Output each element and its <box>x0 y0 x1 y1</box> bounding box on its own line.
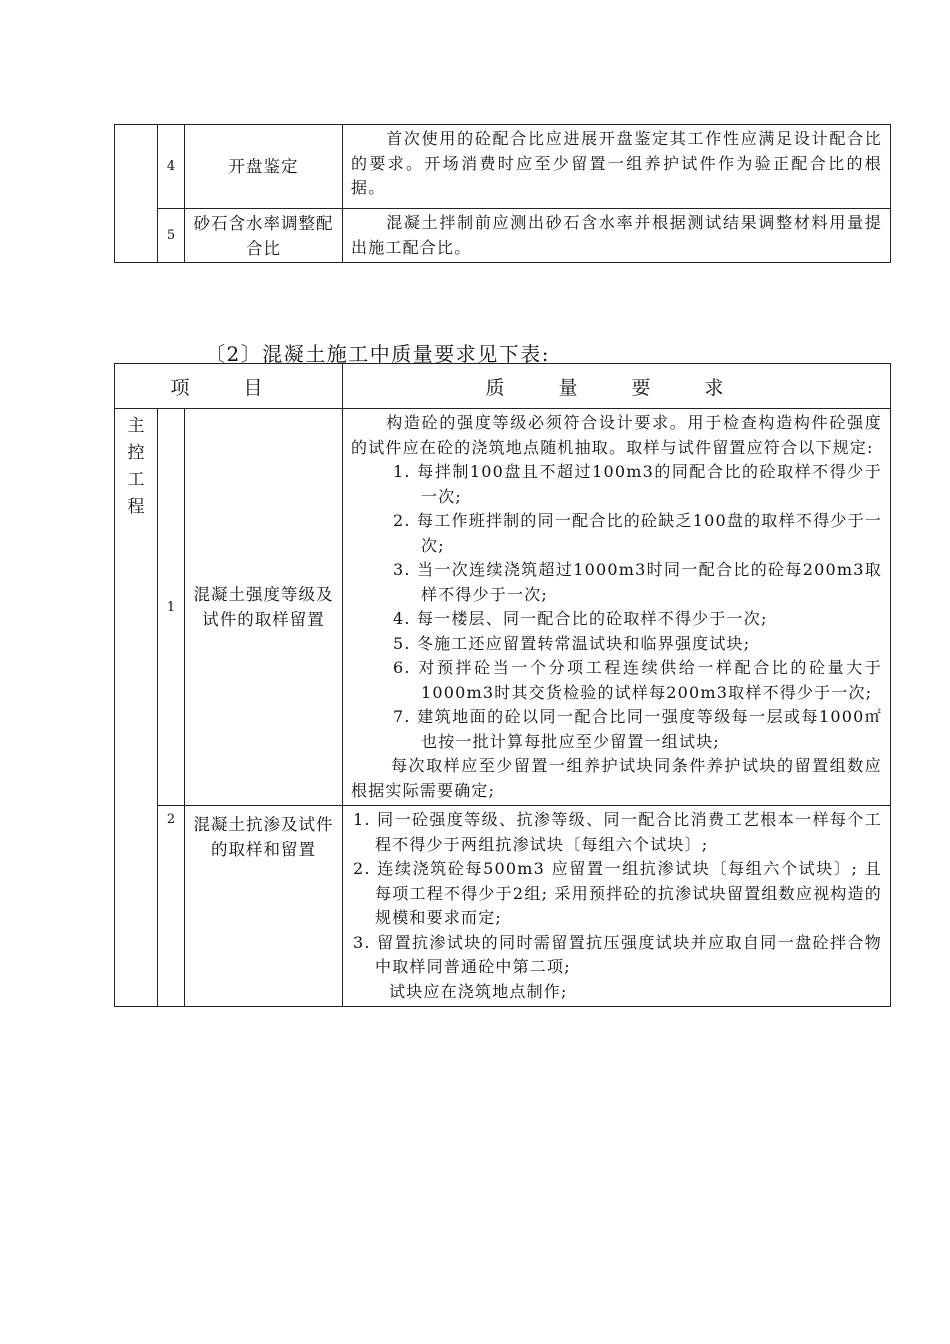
item-name: 开盘鉴定 <box>185 125 343 209</box>
list-item: 4. 每一楼层、同一配合比的砼取样不得少于一次; <box>393 609 768 628</box>
item-requirement <box>343 409 891 806</box>
item-requirement: 首次使用的砼配合比应进展开盘鉴定其工作性应满足设计配合比的要求。开场消费时应至少留置一组养护试件作为验正配合比的根据。 <box>343 125 891 209</box>
table-row <box>115 125 891 209</box>
row-number: 4 <box>158 125 185 209</box>
header-quality: 质 量 要 求 <box>343 364 891 409</box>
item-name: 混凝土抗渗及试件的取样和留置 <box>185 806 343 1007</box>
list-item: 6. 对预拌砼当一个分项工程连续供给一样配合比的砼量大于1000m3时其交货检验的试样每200m3取样不得少于一次; <box>393 658 882 702</box>
list-item: 1. 每拌制100盘且不超过100m3的同配合比的砼取样不得少于一次; <box>393 462 882 506</box>
row-number: 1 <box>158 409 185 806</box>
table-row <box>115 209 891 263</box>
item-name: 砂石含水率调整配合比 <box>185 209 343 263</box>
list-item: 5. 冬施工还应留置转常温试块和临界强度试块; <box>393 633 751 653</box>
category-cell-empty <box>115 125 158 263</box>
item-requirement: 混凝土拌制前应测出砂石含水率并根据测试结果调整材料用量提出施工配合比。 <box>343 209 891 263</box>
requirement-outro: 试块应在浇筑地点制作; <box>389 981 568 1001</box>
category-char: 控 <box>127 443 145 463</box>
requirement-outro: 每次取样应至少留置一组养护试块同条件养护试块的留置组数应根据实际需要确定; <box>351 756 882 800</box>
list-item: 3. 当一次连续浇筑超过1000m3时同一配合比的砼每200m3取样不得少于一次; <box>393 560 882 604</box>
table-continued <box>114 124 891 263</box>
category-char: 主 <box>127 416 145 436</box>
table-row <box>115 409 891 806</box>
category-cell <box>115 409 158 1007</box>
table-row <box>115 806 891 1007</box>
section-caption: 〔2〕混凝土施工中质量要求见下表: <box>205 342 550 366</box>
row-number: 5 <box>158 209 185 263</box>
list-item: 7. 建筑地面的砼以同一配合比同一强度等级每一层或每1000㎡也按一批计算每批应至少留置一组试块; <box>393 707 882 751</box>
header-item: 项 目 <box>115 364 343 409</box>
table-header-row <box>115 364 891 409</box>
requirement-intro: 构造砼的强度等级必须符合设计要求。用于检查构造构件砼强度的试件应在砼的浇筑地点随机抽取。取样与试件留置应符合以下规定: <box>351 413 882 457</box>
list-item: 3. 留置抗渗试块的同时需留置抗压强度试块并应取自同一盘砼拌合物中取样同普通砼中第二项; <box>353 932 882 976</box>
category-char: 工 <box>127 470 145 490</box>
list-item: 2. 每工作班拌制的同一配合比的砼缺乏100盘的取样不得少于一次; <box>393 511 882 555</box>
category-char: 程 <box>127 497 145 517</box>
list-item: 2. 连续浇筑砼每500m3 应留置一组抗渗试块〔每组六个试块〕; 且每项工程不得少于2组; 采用预拌砼的抗渗试块留置组数应视构造的规模和要求而定; <box>353 859 882 927</box>
item-name: 混凝土强度等级及试件的取样留置 <box>185 409 343 806</box>
row-number: 2 <box>158 806 185 1007</box>
list-item: 1. 同一砼强度等级、抗渗等级、同一配合比消费工艺根本一样每个工程不得少于两组抗渗试块〔每组六个试块〕; <box>353 810 882 854</box>
item-requirement <box>343 806 891 1007</box>
quality-requirements-table <box>114 363 891 1007</box>
